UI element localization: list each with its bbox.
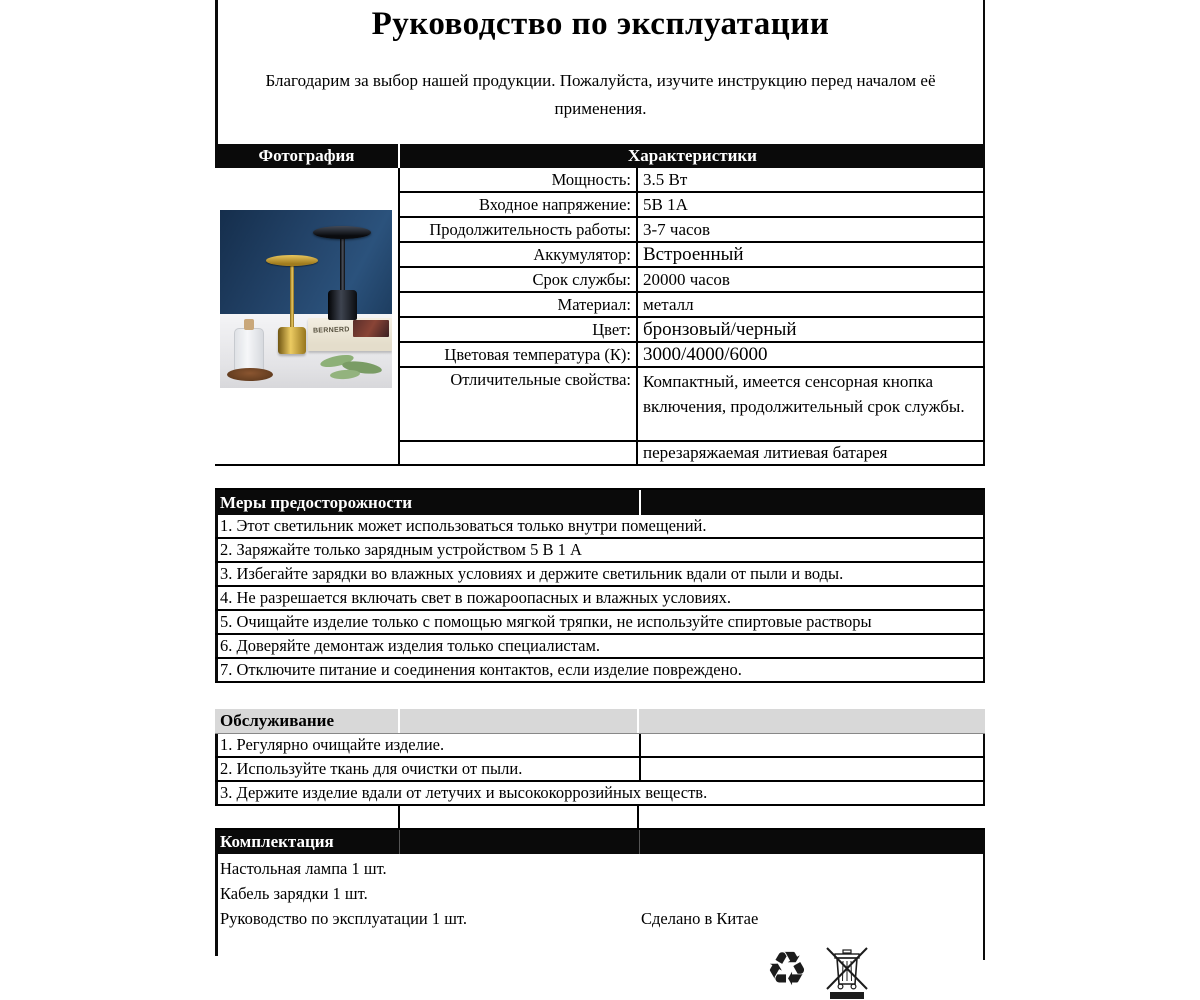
maintenance-item: 3. Держите изделие вдали от летучих и высококоррозийных веществ. bbox=[215, 782, 985, 806]
box-artwork bbox=[353, 320, 389, 337]
spec-row-battery-type bbox=[400, 442, 985, 466]
maintenance-row bbox=[215, 758, 985, 782]
empty-cell bbox=[215, 806, 400, 828]
maintenance-header-spacer bbox=[639, 709, 985, 733]
spec-label: Материал: bbox=[400, 293, 638, 316]
package-item: Руководство по эксплуатации 1 шт. bbox=[220, 908, 468, 928]
made-in-label: Сделано в Китае bbox=[641, 908, 759, 928]
spec-value: 20000 часов bbox=[643, 269, 730, 289]
spec-rows bbox=[400, 168, 985, 466]
precaution-item: 2. Заряжайте только зарядным устройством 5 В 1 А bbox=[215, 539, 985, 563]
empty-cell bbox=[639, 806, 985, 828]
gold-lamp-shade bbox=[266, 255, 318, 266]
precautions-header-bar bbox=[215, 490, 985, 515]
precaution-item: 1. Этот светильник может использоваться только внутри помещений. bbox=[215, 515, 985, 539]
black-lamp-stem bbox=[340, 237, 345, 292]
spec-label: Отличительные свойства: bbox=[400, 368, 638, 440]
spec-label: Срок службы: bbox=[400, 268, 638, 291]
wooden-coaster bbox=[227, 368, 273, 381]
spacer-row bbox=[215, 806, 985, 830]
spec-row-lifetime bbox=[400, 268, 985, 293]
package-header-spacer bbox=[640, 830, 985, 854]
precaution-item: 4. Не разрешается включать свет в пожароопасных и влажных условиях. bbox=[215, 587, 985, 611]
empty-cell bbox=[641, 758, 985, 780]
spec-row-power bbox=[400, 168, 985, 193]
spec-label: Цвет: bbox=[400, 318, 638, 341]
product-photo bbox=[220, 210, 392, 388]
gold-lamp-base bbox=[278, 327, 306, 354]
spec-label: Мощность: bbox=[400, 168, 638, 191]
specs-column-header: Характеристики bbox=[628, 146, 757, 165]
product-box bbox=[308, 318, 392, 351]
empty-cell bbox=[400, 806, 639, 828]
black-lamp-shade bbox=[313, 226, 371, 239]
package-header-spacer bbox=[400, 830, 640, 854]
package-item: Настольная лампа 1 шт. bbox=[220, 858, 387, 878]
package-item: Кабель зарядки 1 шт. bbox=[220, 883, 368, 903]
spec-value: Встроенный bbox=[643, 243, 744, 265]
page-title: Руководство по эксплуатации bbox=[371, 6, 830, 42]
spec-label: Входное напряжение: bbox=[400, 193, 638, 216]
spec-row-input-voltage bbox=[400, 193, 985, 218]
precaution-item: 6. Доверяйте демонтаж изделия только специалистам. bbox=[215, 635, 985, 659]
spec-value: металл bbox=[643, 294, 694, 314]
bottle-cork bbox=[244, 319, 254, 330]
maintenance-item: 2. Используйте ткань для очистки от пыли. bbox=[215, 758, 641, 780]
spec-value: 3000/4000/6000 bbox=[643, 343, 768, 365]
black-lamp-base bbox=[328, 290, 357, 320]
spec-table bbox=[215, 144, 985, 466]
spec-label: Цветовая температура (К): bbox=[400, 343, 638, 366]
maintenance-header-spacer bbox=[400, 709, 639, 733]
spec-row-runtime bbox=[400, 218, 985, 243]
document-header bbox=[218, 0, 983, 144]
spec-row-features bbox=[400, 368, 985, 442]
recycle-icon: ♻ bbox=[765, 942, 809, 997]
empty-cell bbox=[641, 734, 985, 756]
weee-bin-icon bbox=[825, 944, 869, 1000]
spec-row-battery bbox=[400, 243, 985, 268]
package-row bbox=[215, 906, 985, 931]
precaution-item: 5. Очищайте изделие только с помощью мягкой тряпки, не используйте спиртовые растворы bbox=[215, 611, 985, 635]
spec-value: бронзовый/черный bbox=[643, 318, 797, 340]
spec-label bbox=[400, 442, 638, 464]
maintenance-item: 1. Регулярно очищайте изделие. bbox=[215, 734, 641, 756]
spec-row-color bbox=[400, 318, 985, 343]
spec-label: Аккумулятор: bbox=[400, 243, 638, 266]
precaution-item: 7. Отключите питание и соединения контактов, если изделие повреждено. bbox=[215, 659, 985, 683]
manual-page bbox=[215, 0, 985, 1000]
maintenance-row bbox=[215, 734, 985, 758]
spec-value: 3-7 часов bbox=[643, 219, 711, 239]
precautions-header: Меры предосторожности bbox=[215, 490, 641, 515]
spacer-row bbox=[215, 683, 985, 709]
maintenance-header: Обслуживание bbox=[215, 709, 400, 733]
box-brand-text: BERNERD bbox=[312, 326, 350, 335]
precautions-header-spacer bbox=[641, 490, 985, 515]
package-header-bar bbox=[215, 830, 985, 854]
photo-cell bbox=[215, 168, 400, 466]
maintenance-header-bar bbox=[215, 709, 985, 734]
spec-value: 5В 1А bbox=[643, 194, 688, 214]
intro-text: Благодарим за выбор нашей продукции. Пожалуйста, изучите инструкцию перед началом её применения. bbox=[265, 71, 936, 118]
precaution-item: 3. Избегайте зарядки во влажных условиях и держите светильник вдали от пыли и воды. bbox=[215, 563, 985, 587]
spec-row-color-temperature bbox=[400, 343, 985, 368]
spec-row-material bbox=[400, 293, 985, 318]
spec-table-header-row bbox=[215, 144, 985, 168]
package-header: Комплектация bbox=[215, 830, 400, 854]
spec-label: Продолжительность работы: bbox=[400, 218, 638, 241]
photo-column-header: Фотография bbox=[215, 144, 400, 168]
spacer-row bbox=[215, 466, 985, 490]
spec-value: Компактный, имеется сенсорная кнопка включения, продолжительный срок службы. bbox=[643, 372, 965, 416]
spec-value: перезаряжаемая литиевая батарея bbox=[643, 443, 888, 462]
gold-lamp-stem bbox=[290, 263, 294, 329]
spec-value: 3.5 Вт bbox=[643, 169, 688, 189]
